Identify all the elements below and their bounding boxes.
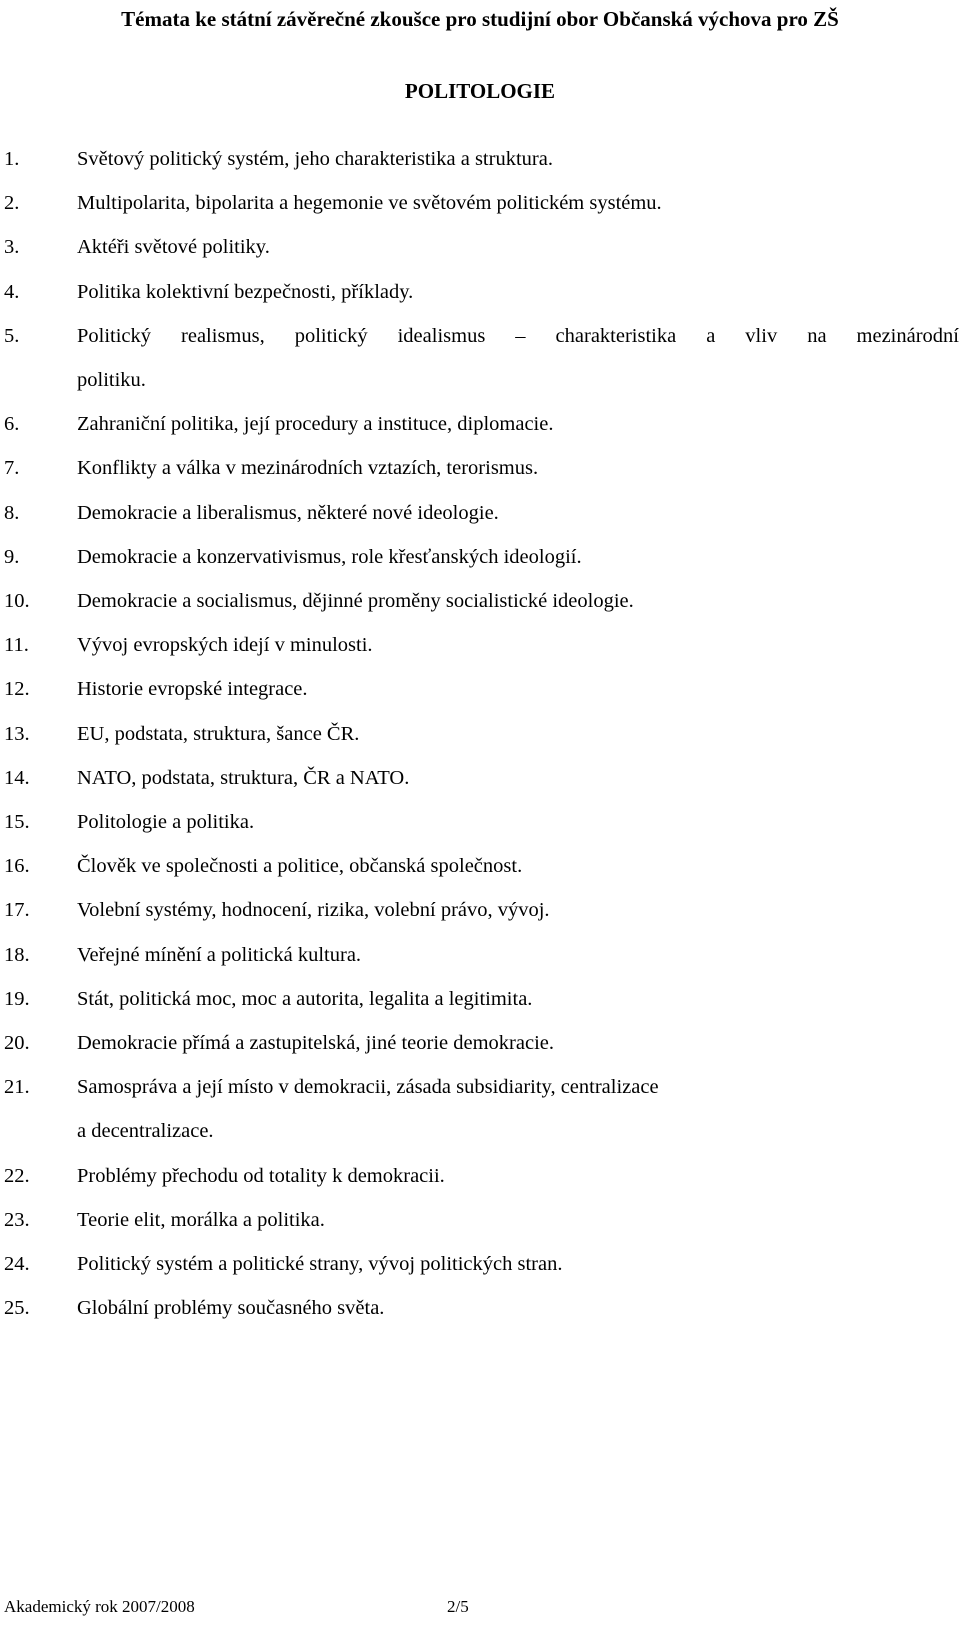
topic-text: Samospráva a její místo v demokracii, zásada subsidiarity, centralizace <box>77 1076 659 1099</box>
list-item <box>4 1198 959 1242</box>
page-number: 2/5 <box>447 1597 469 1616</box>
topic-text: Problémy přechodu od totality k demokracii. <box>77 1164 445 1187</box>
list-item <box>4 933 959 977</box>
list-item <box>4 977 959 1021</box>
topic-number: 10. <box>4 590 30 613</box>
list-item <box>4 800 959 844</box>
topic-number: 19. <box>4 987 30 1010</box>
topic-text-continuation: politiku. <box>77 369 146 392</box>
topic-number: 22. <box>4 1164 30 1187</box>
topic-text: Člověk ve společnosti a politice, občanská společnost. <box>77 855 523 878</box>
topic-number: 23. <box>4 1208 30 1231</box>
topic-number: 15. <box>4 811 30 834</box>
topic-number: 2. <box>4 192 20 215</box>
topic-text-continuation: a decentralizace. <box>77 1120 214 1143</box>
list-item <box>4 1154 959 1198</box>
topic-number: 12. <box>4 678 30 701</box>
topic-list <box>4 137 959 1330</box>
topic-text-block <box>77 1065 959 1153</box>
topic-number: 5. <box>4 324 20 347</box>
topic-text: Multipolarita, bipolarita a hegemonie ve světovém politickém systému. <box>77 192 662 215</box>
topic-text: Konflikty a válka v mezinárodních vztazích, terorismus. <box>77 457 539 480</box>
topic-number: 20. <box>4 1032 30 1055</box>
topic-number: 18. <box>4 943 30 966</box>
topic-text: Veřejné mínění a politická kultura. <box>77 943 362 966</box>
list-item <box>4 491 959 535</box>
list-item <box>4 225 959 269</box>
topic-text: Aktéři světové politiky. <box>77 236 270 259</box>
list-item <box>4 756 959 800</box>
academic-year: Akademický rok 2007/2008 <box>4 1597 195 1616</box>
list-item <box>4 844 959 888</box>
topic-text: Demokracie a liberalismus, některé nové ideologie. <box>77 501 499 524</box>
topic-number: 6. <box>4 413 20 436</box>
topic-text: Politický realismus, politický idealismus – charakteristika a vliv na mezinárodní <box>77 324 959 347</box>
topic-text: Světový politický systém, jeho charakteristika a struktura. <box>77 148 553 170</box>
topic-text: Historie evropské integrace. <box>77 678 308 701</box>
topic-text: Globální problémy současného světa. <box>77 1297 385 1320</box>
list-item <box>4 712 959 756</box>
list-item <box>4 314 959 402</box>
topic-text: Demokracie a socialismus, dějinné proměny socialistické ideologie. <box>77 590 634 613</box>
list-item <box>4 1286 959 1330</box>
topic-text: Vývoj evropských idejí v minulosti. <box>77 634 373 657</box>
topic-number: 13. <box>4 722 30 745</box>
topic-number: 9. <box>4 545 20 568</box>
topic-text: Demokracie přímá a zastupitelská, jiné teorie demokracie. <box>77 1032 554 1055</box>
section-heading: POLITOLOGIE <box>404 79 556 103</box>
list-item <box>4 535 959 579</box>
list-item <box>4 181 959 225</box>
topic-text: EU, podstata, struktura, šance ČR. <box>77 722 360 745</box>
topic-text: Stát, politická moc, moc a autorita, legalita a legitimita. <box>77 987 533 1010</box>
topic-text: Zahraniční politika, její procedury a instituce, diplomacie. <box>77 413 554 436</box>
topic-number: 8. <box>4 501 20 524</box>
topic-number: 3. <box>4 236 20 259</box>
topic-number: 24. <box>4 1253 30 1276</box>
topic-number: 1. <box>4 148 20 170</box>
topic-number: 16. <box>4 855 30 878</box>
topic-number: 11. <box>4 634 29 657</box>
list-item <box>4 667 959 711</box>
list-item <box>4 888 959 932</box>
list-item <box>4 623 959 667</box>
topic-number: 25. <box>4 1297 30 1320</box>
topic-text: Politologie a politika. <box>77 811 255 834</box>
document-title: Témata ke státní závěrečné zkoušce pro studijní obor Občanská výchova pro ZŠ <box>121 7 839 31</box>
topic-text: NATO, podstata, struktura, ČR a NATO. <box>77 766 410 789</box>
topic-number: 21. <box>4 1076 30 1099</box>
list-item <box>4 270 959 314</box>
topic-text: Volební systémy, hodnocení, rizika, volební právo, vývoj. <box>77 899 550 922</box>
list-item <box>4 1021 959 1065</box>
topic-number: 4. <box>4 280 20 303</box>
list-item <box>4 579 959 623</box>
topic-number: 14. <box>4 766 30 789</box>
topic-text: Politika kolektivní bezpečnosti, příklady. <box>77 280 414 303</box>
topic-text: Politický systém a politické strany, vývoj politických stran. <box>77 1253 563 1276</box>
topic-text: Teorie elit, morálka a politika. <box>77 1208 325 1231</box>
list-item <box>4 446 959 490</box>
topic-text: Demokracie a konzervativismus, role křesťanských ideologií. <box>77 545 582 568</box>
topic-text-block <box>77 314 959 402</box>
topic-number: 17. <box>4 899 30 922</box>
list-item <box>4 402 959 446</box>
list-item <box>4 137 959 181</box>
topic-number: 7. <box>4 457 20 480</box>
list-item <box>4 1242 959 1286</box>
list-item <box>4 1065 959 1153</box>
